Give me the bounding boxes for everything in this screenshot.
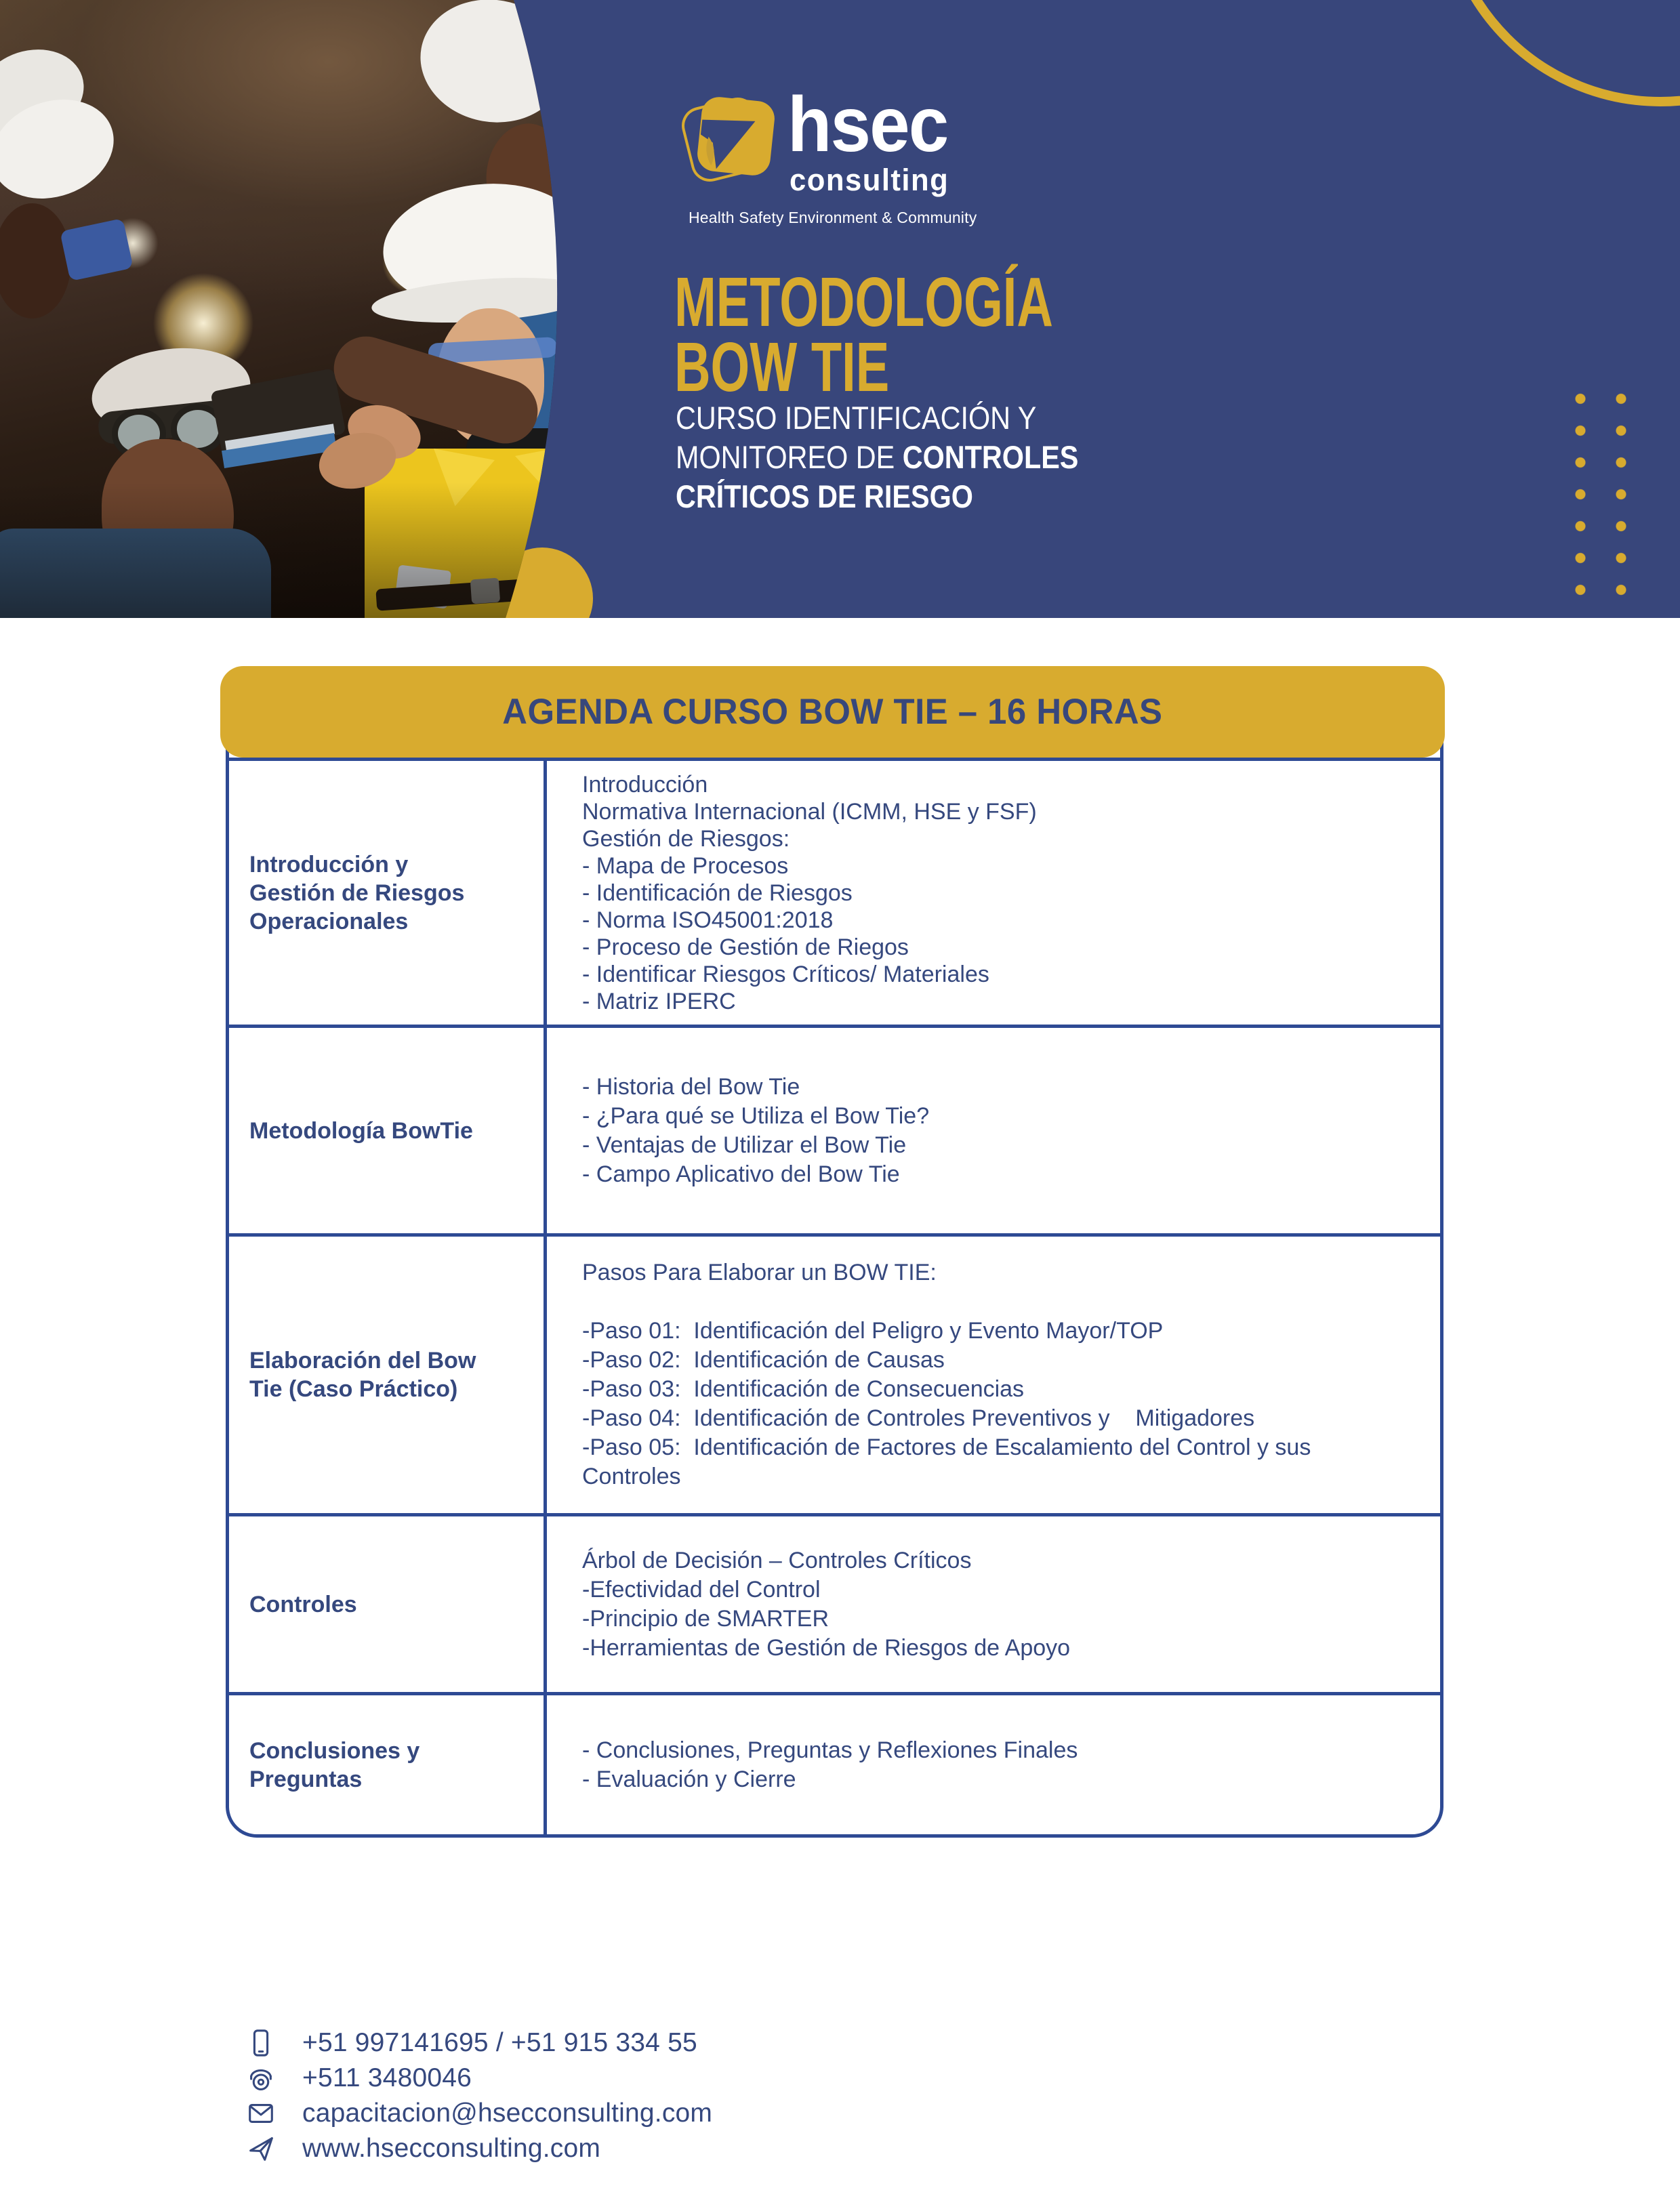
agenda-detail-line: -Paso 01: Identificación del Peligro y Evento Mayor/TOP: [582, 1318, 1164, 1344]
landline-number: +511 3480046: [302, 2063, 472, 2092]
table-row: [229, 1025, 1440, 1233]
agenda-detail-line: - ¿Para qué se Utiliza el Bow Tie?: [582, 1102, 930, 1129]
helmet-shape: [411, 0, 575, 133]
agenda-details: [547, 1028, 1440, 1233]
agenda-detail-line: Gestión de Riesgos:: [582, 825, 790, 852]
table-row: [229, 1233, 1440, 1513]
agenda-topic: Conclusiones y Preguntas: [249, 1737, 420, 1792]
course-subtitle-line3: CRÍTICOS DE RIESGO: [676, 478, 973, 514]
mobile-icon: [245, 2027, 276, 2059]
headlamp-shape: [60, 218, 134, 281]
dots-grid-decoration: [1560, 383, 1641, 606]
brand-tagline: Health Safety Environment & Community: [689, 209, 977, 226]
table-row: [229, 758, 1440, 1025]
agenda-detail-line: [582, 1287, 1410, 1317]
corner-arc-decoration: [1436, 0, 1680, 136]
agenda-detail-line: Normativa Internacional (ICMM, HSE y FSF): [582, 798, 1037, 825]
photo-vignette: [0, 482, 596, 618]
contact-row-email: [245, 2098, 712, 2129]
table-row: [229, 1692, 1440, 1834]
face-shape: [0, 203, 71, 318]
course-title-line1: METODOLOGÍA: [674, 263, 1053, 341]
agenda-detail-line: - Mapa de Procesos: [582, 852, 789, 879]
agenda-details: [547, 761, 1440, 1025]
hsec-logo-icon: [678, 89, 779, 191]
agenda-detail-line: -Herramientas de Gestión de Riesgos de Apoyo: [582, 1634, 1071, 1661]
agenda-detail-line: - Campo Aplicativo del Bow Tie: [582, 1161, 900, 1187]
agenda-detail-line: Introducción: [582, 771, 708, 798]
agenda-detail-line: - Identificación de Riesgos: [582, 880, 853, 906]
email-icon: [245, 2098, 276, 2129]
website-url: www.hsecconsulting.com: [302, 2134, 601, 2163]
agenda-detail-line: Pasos Para Elaborar un BOW TIE:: [582, 1260, 937, 1285]
contact-row-telephone: [245, 2063, 712, 2094]
agenda-detail-line: -Paso 03: Identificación de Consecuencias: [582, 1376, 1025, 1402]
miners-photo: [0, 0, 596, 618]
course-title: [674, 263, 1053, 406]
contact-row-mobile: [245, 2027, 712, 2059]
brand-subname: consulting: [790, 163, 949, 197]
agenda-detail-line: - Norma ISO45001:2018: [582, 907, 834, 933]
agenda-detail-line: -Efectividad del Control: [582, 1576, 821, 1603]
agenda-topic: Introducción y Gestión de Riesgos Operacionales: [249, 851, 465, 934]
agenda-details: [547, 1516, 1440, 1692]
contact-block: [245, 2027, 712, 2164]
telephone-icon: [245, 2063, 276, 2094]
agenda-banner: [220, 666, 1445, 758]
table-row: [229, 1513, 1440, 1692]
agenda-detail-line: - Matriz IPERC: [582, 988, 736, 1014]
brand-name: hsec: [787, 81, 948, 168]
contact-row-website: [245, 2133, 712, 2164]
email-address: capacitacion@hsecconsulting.com: [302, 2099, 713, 2128]
course-title-line2: BOW TIE: [674, 328, 890, 406]
agenda-detail-line: - Historia del Bow Tie: [582, 1073, 800, 1100]
agenda-detail-line: - Identificar Riesgos Críticos/ Materiales: [582, 961, 989, 987]
course-subtitle-line1: CURSO IDENTIFICACIÓN Y: [676, 400, 1037, 436]
agenda-detail-line: - Conclusiones, Preguntas y Reflexiones Finales: [582, 1737, 1078, 1763]
website-icon: [245, 2133, 276, 2164]
agenda-detail-line: -Paso 02: Identificación de Causas: [582, 1347, 945, 1373]
agenda-banner-title: AGENDA CURSO BOW TIE – 16 HORAS: [502, 692, 1163, 732]
agenda-detail-line: - Ventajas de Utilizar el Bow Tie: [582, 1132, 907, 1158]
agenda-detail-line: - Evaluación y Cierre: [582, 1766, 796, 1792]
phone-numbers: +51 997141695 / +51 915 334 55: [302, 2028, 697, 2057]
agenda-table: [226, 711, 1443, 1838]
agenda-detail-line: - Proceso de Gestión de Riegos: [582, 934, 909, 960]
agenda-topic: Metodología BowTie: [249, 1117, 473, 1144]
course-subtitle-line2: MONITOREO DE CONTROLES: [676, 439, 1079, 475]
agenda-topic: Controles: [249, 1591, 357, 1617]
agenda-detail-line: -Paso 04: Identificación de Controles Preventivos y Mitigadores: [582, 1405, 1255, 1431]
course-subtitle: [676, 398, 1078, 516]
agenda-details: [547, 1237, 1440, 1513]
agenda-detail-line: -Principio de SMARTER: [582, 1605, 829, 1632]
header-banner: [0, 0, 1680, 618]
agenda-topic: Elaboración del Bow Tie (Caso Práctico): [249, 1348, 476, 1402]
agenda-detail-line: Árbol de Decisión – Controles Críticos: [582, 1547, 972, 1573]
agenda-detail-line: -Paso 05: Identificación de Factores de Escalamiento del Control y sus Controles: [582, 1434, 1317, 1489]
agenda-details: [547, 1695, 1440, 1834]
